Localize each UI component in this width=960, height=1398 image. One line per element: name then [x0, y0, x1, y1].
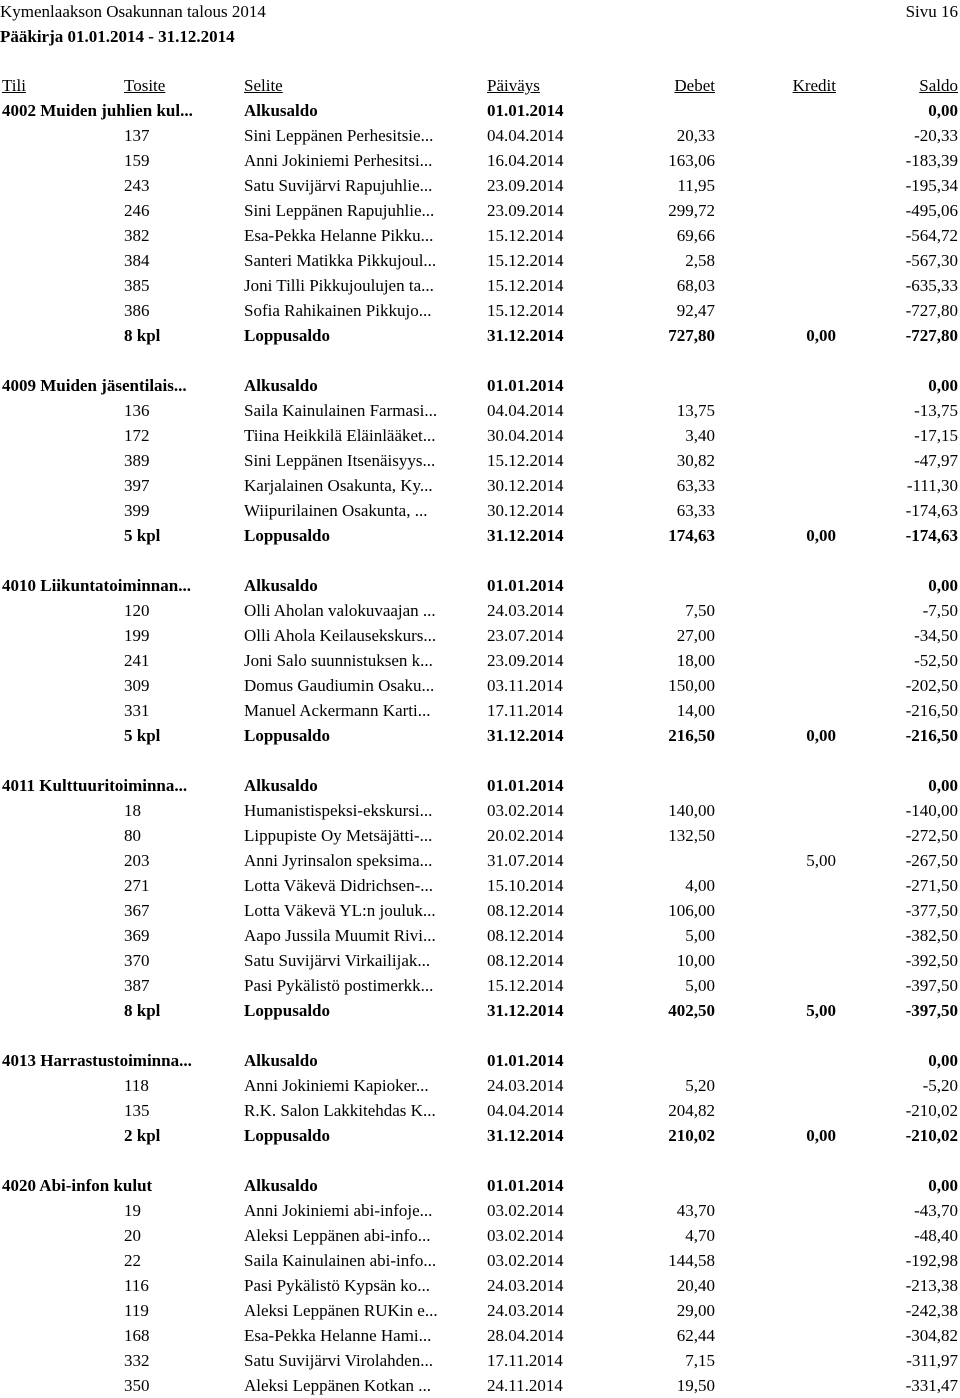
entry-saldo: -392,50	[905, 951, 958, 970]
entry-debet: 4,70	[685, 1226, 715, 1245]
entry-date: 24.03.2014	[487, 1276, 564, 1295]
account-opening-row	[0, 573, 960, 598]
table-row	[0, 473, 960, 498]
voucher-number: 367	[124, 901, 150, 920]
col-tili: Tili	[2, 76, 26, 95]
entry-debet: 18,00	[676, 651, 715, 670]
entry-description: Aleksi Leppänen abi-info...	[244, 1226, 431, 1245]
entry-description: Lotta Väkevä Didrichsen-...	[244, 876, 433, 895]
section-spacer	[0, 748, 960, 773]
table-row	[0, 298, 960, 323]
closing-kredit: 5,00	[806, 1001, 836, 1020]
entry-debet: 4,00	[685, 876, 715, 895]
entry-description: Sofia Rahikainen Pikkujo...	[244, 301, 432, 320]
voucher-number: 203	[124, 851, 150, 870]
entry-saldo: -140,00	[905, 801, 958, 820]
entry-description: Pasi Pykälistö postimerkk...	[244, 976, 434, 995]
closing-debet: 727,80	[668, 326, 715, 345]
table-row	[0, 1373, 960, 1398]
closing-date: 31.12.2014	[487, 726, 564, 745]
closing-debet: 210,02	[668, 1126, 715, 1145]
entry-description: Sini Leppänen Rapujuhlie...	[244, 201, 435, 220]
closing-label: Loppusaldo	[244, 326, 330, 345]
entry-date: 23.09.2014	[487, 176, 564, 195]
account-closing-row	[0, 523, 960, 548]
entry-date: 15.12.2014	[487, 451, 564, 470]
page-number: Sivu 16	[905, 2, 958, 21]
account-opening-row	[0, 1173, 960, 1198]
account-opening-row	[0, 773, 960, 798]
voucher-number: 246	[124, 201, 150, 220]
entry-debet: 63,33	[676, 501, 715, 520]
closing-saldo: -210,02	[905, 1126, 958, 1145]
entry-debet: 11,95	[677, 176, 715, 195]
closing-kredit: 0,00	[806, 326, 836, 345]
entry-date: 15.12.2014	[487, 226, 564, 245]
col-kredit: Kredit	[792, 76, 836, 95]
opening-date: 01.01.2014	[487, 376, 564, 395]
entry-saldo: -47,97	[914, 451, 958, 470]
table-row	[0, 898, 960, 923]
voucher-number: 332	[124, 1351, 150, 1370]
entry-saldo: -272,50	[905, 826, 958, 845]
account-name: 4002 Muiden juhlien kul...	[2, 101, 193, 120]
voucher-number: 387	[124, 976, 150, 995]
entry-saldo: -311,97	[906, 1351, 958, 1370]
entry-saldo: -267,50	[905, 851, 958, 870]
table-row	[0, 248, 960, 273]
entry-date: 03.02.2014	[487, 801, 564, 820]
entry-saldo: -195,34	[905, 176, 958, 195]
entry-date: 23.07.2014	[487, 626, 564, 645]
voucher-number: 137	[124, 126, 150, 145]
table-row	[0, 173, 960, 198]
entry-description: Esa-Pekka Helanne Hami...	[244, 1326, 432, 1345]
closing-saldo: -727,80	[905, 326, 958, 345]
voucher-number: 120	[124, 601, 150, 620]
opening-date: 01.01.2014	[487, 1176, 564, 1195]
entry-saldo: -43,70	[914, 1201, 958, 1220]
section-spacer	[0, 348, 960, 373]
entry-date: 23.09.2014	[487, 651, 564, 670]
voucher-number: 331	[124, 701, 150, 720]
opening-saldo: 0,00	[928, 776, 958, 795]
voucher-number: 243	[124, 176, 150, 195]
entry-debet: 43,70	[676, 1201, 715, 1220]
table-row	[0, 198, 960, 223]
table-row	[0, 648, 960, 673]
entry-debet: 13,75	[676, 401, 715, 420]
opening-label: Alkusaldo	[244, 1051, 318, 1070]
table-row	[0, 623, 960, 648]
opening-label: Alkusaldo	[244, 576, 318, 595]
entry-date: 15.12.2014	[487, 251, 564, 270]
entry-description: Pasi Pykälistö Kypsän ko...	[244, 1276, 431, 1295]
table-row	[0, 398, 960, 423]
entry-debet: 144,58	[668, 1251, 715, 1270]
voucher-number: 19	[124, 1201, 141, 1220]
opening-saldo: 0,00	[928, 376, 958, 395]
entry-date: 17.11.2014	[487, 1351, 563, 1370]
entry-description: Wiipurilainen Osakunta, ...	[244, 501, 428, 520]
entry-date: 24.03.2014	[487, 1076, 564, 1095]
entry-debet: 3,40	[685, 426, 715, 445]
entry-description: Joni Tilli Pikkujoulujen ta...	[244, 276, 434, 295]
entry-date: 31.07.2014	[487, 851, 564, 870]
entry-date: 15.12.2014	[487, 276, 564, 295]
closing-label: Loppusaldo	[244, 526, 330, 545]
voucher-number: 18	[124, 801, 141, 820]
entry-debet: 20,40	[676, 1276, 715, 1295]
voucher-number: 385	[124, 276, 150, 295]
entry-description: Karjalainen Osakunta, Ky...	[244, 476, 433, 495]
table-row	[0, 1323, 960, 1348]
closing-date: 31.12.2014	[487, 326, 564, 345]
entry-description: Lippupiste Oy Metsäjätti-...	[244, 826, 433, 845]
entry-date: 15.10.2014	[487, 876, 564, 895]
report-subtitle: Pääkirja 01.01.2014 - 31.12.2014	[0, 27, 235, 46]
entry-description: Santeri Matikka Pikkujoul...	[244, 251, 437, 270]
entry-date: 04.04.2014	[487, 1101, 564, 1120]
entry-saldo: -495,06	[905, 201, 958, 220]
entry-saldo: -52,50	[914, 651, 958, 670]
entry-debet: 204,82	[668, 1101, 715, 1120]
voucher-number: 399	[124, 501, 150, 520]
opening-date: 01.01.2014	[487, 776, 564, 795]
report-org-title: Kymenlaakson Osakunnan talous 2014	[0, 2, 266, 21]
entry-saldo: -20,33	[914, 126, 958, 145]
table-row	[0, 823, 960, 848]
entry-saldo: -183,39	[905, 151, 958, 170]
table-row	[0, 1073, 960, 1098]
entry-description: Anni Jokiniemi Kapioker...	[244, 1076, 429, 1095]
closing-saldo: -397,50	[905, 1001, 958, 1020]
opening-date: 01.01.2014	[487, 101, 564, 120]
entry-saldo: -242,38	[905, 1301, 958, 1320]
entry-debet: 150,00	[668, 676, 715, 695]
entry-count: 5 kpl	[124, 726, 161, 745]
entry-saldo: -7,50	[922, 601, 958, 620]
entry-saldo: -111,30	[906, 476, 958, 495]
entry-saldo: -5,20	[922, 1076, 958, 1095]
closing-label: Loppusaldo	[244, 726, 330, 745]
entry-date: 04.04.2014	[487, 126, 564, 145]
entry-debet: 163,06	[668, 151, 715, 170]
col-debet: Debet	[674, 76, 715, 95]
entry-description: Lotta Väkevä YL:n jouluk...	[244, 901, 436, 920]
table-row	[0, 448, 960, 473]
entry-description: Satu Suvijärvi Rapujuhlie...	[244, 176, 433, 195]
voucher-number: 116	[124, 1276, 149, 1295]
voucher-number: 384	[124, 251, 150, 270]
entry-saldo: -727,80	[905, 301, 958, 320]
entry-date: 23.09.2014	[487, 201, 564, 220]
voucher-number: 386	[124, 301, 150, 320]
entry-saldo: -271,50	[905, 876, 958, 895]
opening-label: Alkusaldo	[244, 1176, 318, 1195]
entry-description: Olli Aholan valokuvaajan ...	[244, 601, 436, 620]
closing-label: Loppusaldo	[244, 1001, 330, 1020]
entry-count: 8 kpl	[124, 1001, 161, 1020]
section-spacer	[0, 548, 960, 573]
entry-date: 15.12.2014	[487, 301, 564, 320]
entry-debet: 68,03	[676, 276, 715, 295]
table-row	[0, 973, 960, 998]
voucher-number: 199	[124, 626, 150, 645]
entry-date: 24.03.2014	[487, 601, 564, 620]
table-row	[0, 1348, 960, 1373]
entry-description: Anni Jokiniemi abi-infoje...	[244, 1201, 433, 1220]
entry-description: Saila Kainulainen Farmasi...	[244, 401, 438, 420]
entry-debet: 299,72	[668, 201, 715, 220]
closing-kredit: 0,00	[806, 1126, 836, 1145]
closing-label: Loppusaldo	[244, 1126, 330, 1145]
entry-debet: 2,58	[685, 251, 715, 270]
entry-debet: 5,00	[685, 976, 715, 995]
entry-date: 08.12.2014	[487, 951, 564, 970]
entry-debet: 106,00	[668, 901, 715, 920]
entry-saldo: -34,50	[914, 626, 958, 645]
table-row	[0, 1273, 960, 1298]
closing-kredit: 0,00	[806, 726, 836, 745]
account-closing-row	[0, 998, 960, 1023]
entry-debet: 63,33	[676, 476, 715, 495]
closing-date: 31.12.2014	[487, 1001, 564, 1020]
entry-date: 08.12.2014	[487, 926, 564, 945]
closing-debet: 402,50	[668, 1001, 715, 1020]
entry-description: Aapo Jussila Muumit Rivi...	[244, 926, 436, 945]
entry-debet: 7,50	[685, 601, 715, 620]
entry-description: Satu Suvijärvi Virolahden...	[244, 1351, 433, 1370]
table-row	[0, 923, 960, 948]
voucher-number: 309	[124, 676, 150, 695]
entry-saldo: -382,50	[905, 926, 958, 945]
voucher-number: 22	[124, 1251, 141, 1270]
entry-date: 03.02.2014	[487, 1251, 564, 1270]
entry-debet: 92,47	[676, 301, 715, 320]
account-closing-row	[0, 723, 960, 748]
entry-description: Sini Leppänen Itsenäisyys...	[244, 451, 436, 470]
voucher-number: 172	[124, 426, 150, 445]
entry-debet: 5,00	[685, 926, 715, 945]
entry-date: 03.11.2014	[487, 676, 563, 695]
table-row	[0, 673, 960, 698]
voucher-number: 135	[124, 1101, 150, 1120]
entry-debet: 10,00	[676, 951, 715, 970]
col-selite: Selite	[244, 76, 283, 95]
opening-label: Alkusaldo	[244, 376, 318, 395]
voucher-number: 397	[124, 476, 150, 495]
entry-description: Humanistispeksi-ekskursi...	[244, 801, 433, 820]
entry-saldo: -635,33	[905, 276, 958, 295]
closing-date: 31.12.2014	[487, 1126, 564, 1145]
account-name: 4011 Kulttuuritoiminna...	[2, 776, 188, 795]
entry-date: 24.03.2014	[487, 1301, 564, 1320]
account-name: 4020 Abi-infon kulut	[2, 1176, 153, 1195]
voucher-number: 271	[124, 876, 150, 895]
entry-debet: 62,44	[676, 1326, 715, 1345]
entry-debet: 27,00	[676, 626, 715, 645]
table-row	[0, 1248, 960, 1273]
entry-saldo: -174,63	[905, 501, 958, 520]
entry-debet: 140,00	[668, 801, 715, 820]
table-row	[0, 123, 960, 148]
entry-description: Sini Leppänen Perhesitsie...	[244, 126, 434, 145]
entry-debet: 19,50	[676, 1376, 715, 1395]
opening-label: Alkusaldo	[244, 776, 318, 795]
entry-description: Joni Salo suunnistuksen k...	[244, 651, 433, 670]
entry-saldo: -213,38	[905, 1276, 958, 1295]
table-row	[0, 423, 960, 448]
entry-description: Domus Gaudiumin Osaku...	[244, 676, 435, 695]
entry-saldo: -216,50	[905, 701, 958, 720]
table-row	[0, 498, 960, 523]
table-row	[0, 848, 960, 873]
entry-saldo: -48,40	[914, 1226, 958, 1245]
entry-date: 04.04.2014	[487, 401, 564, 420]
entry-date: 30.04.2014	[487, 426, 564, 445]
entry-description: Esa-Pekka Helanne Pikku...	[244, 226, 434, 245]
table-row	[0, 948, 960, 973]
table-row	[0, 798, 960, 823]
entry-date: 20.02.2014	[487, 826, 564, 845]
table-row	[0, 873, 960, 898]
opening-saldo: 0,00	[928, 101, 958, 120]
table-row	[0, 273, 960, 298]
table-row	[0, 698, 960, 723]
closing-debet: 216,50	[668, 726, 715, 745]
entry-saldo: -331,47	[905, 1376, 958, 1395]
table-row	[0, 1298, 960, 1323]
table-row	[0, 1098, 960, 1123]
voucher-number: 119	[124, 1301, 149, 1320]
entry-kredit: 5,00	[806, 851, 836, 870]
account-closing-row	[0, 1123, 960, 1148]
entry-date: 15.12.2014	[487, 976, 564, 995]
entry-saldo: -377,50	[905, 901, 958, 920]
entry-date: 28.04.2014	[487, 1326, 564, 1345]
entry-debet: 29,00	[676, 1301, 715, 1320]
entry-saldo: -564,72	[905, 226, 958, 245]
voucher-number: 80	[124, 826, 141, 845]
table-row	[0, 1198, 960, 1223]
entry-debet: 7,15	[685, 1351, 715, 1370]
entry-debet: 69,66	[676, 226, 715, 245]
entry-description: Aleksi Leppänen RUKin e...	[244, 1301, 438, 1320]
table-row	[0, 148, 960, 173]
section-spacer	[0, 1023, 960, 1048]
account-name: 4009 Muiden jäsentilais...	[2, 376, 187, 395]
entry-debet: 5,20	[685, 1076, 715, 1095]
entry-count: 8 kpl	[124, 326, 161, 345]
table-row	[0, 1223, 960, 1248]
entry-description: Olli Ahola Keilausekskurs...	[244, 626, 437, 645]
closing-debet: 174,63	[668, 526, 715, 545]
entry-saldo: -13,75	[914, 401, 958, 420]
opening-label: Alkusaldo	[244, 101, 318, 120]
entry-date: 16.04.2014	[487, 151, 564, 170]
closing-date: 31.12.2014	[487, 526, 564, 545]
col-paivays: Päiväys	[487, 76, 540, 95]
entry-description: Manuel Ackermann Karti...	[244, 701, 431, 720]
entry-saldo: -192,98	[905, 1251, 958, 1270]
entry-saldo: -304,82	[905, 1326, 958, 1345]
entry-description: R.K. Salon Lakkitehdas K...	[244, 1101, 436, 1120]
entry-saldo: -567,30	[905, 251, 958, 270]
entry-debet: 14,00	[676, 701, 715, 720]
account-name: 4010 Liikuntatoiminnan...	[2, 576, 191, 595]
col-tosite: Tosite	[124, 76, 166, 95]
voucher-number: 350	[124, 1376, 150, 1395]
entry-description: Satu Suvijärvi Virkailijak...	[244, 951, 431, 970]
account-opening-row	[0, 98, 960, 123]
opening-saldo: 0,00	[928, 1051, 958, 1070]
entry-description: Aleksi Leppänen Kotkan ...	[244, 1376, 431, 1395]
voucher-number: 118	[124, 1076, 149, 1095]
closing-saldo: -174,63	[905, 526, 958, 545]
voucher-number: 136	[124, 401, 150, 420]
account-opening-row	[0, 1048, 960, 1073]
entry-date: 24.11.2014	[487, 1376, 563, 1395]
voucher-number: 168	[124, 1326, 150, 1345]
entry-saldo: -17,15	[914, 426, 958, 445]
entry-date: 08.12.2014	[487, 901, 564, 920]
voucher-number: 370	[124, 951, 150, 970]
entry-date: 03.02.2014	[487, 1226, 564, 1245]
column-header-row	[0, 76, 960, 98]
voucher-number: 159	[124, 151, 150, 170]
entry-saldo: -210,02	[905, 1101, 958, 1120]
account-closing-row	[0, 323, 960, 348]
closing-kredit: 0,00	[806, 526, 836, 545]
entry-debet: 20,33	[676, 126, 715, 145]
opening-saldo: 0,00	[928, 576, 958, 595]
entry-description: Anni Jyrinsalon speksima...	[244, 851, 433, 870]
entry-date: 30.12.2014	[487, 476, 564, 495]
opening-date: 01.01.2014	[487, 1051, 564, 1070]
col-saldo: Saldo	[919, 76, 958, 95]
entry-date: 30.12.2014	[487, 501, 564, 520]
entry-count: 2 kpl	[124, 1126, 161, 1145]
voucher-number: 369	[124, 926, 150, 945]
section-spacer	[0, 1148, 960, 1173]
entry-description: Anni Jokiniemi Perhesitsi...	[244, 151, 433, 170]
voucher-number: 20	[124, 1226, 141, 1245]
opening-date: 01.01.2014	[487, 576, 564, 595]
entry-description: Tiina Heikkilä Eläinlääket...	[244, 426, 436, 445]
entry-saldo: -397,50	[905, 976, 958, 995]
ledger-table	[0, 98, 960, 1398]
entry-date: 17.11.2014	[487, 701, 563, 720]
account-opening-row	[0, 373, 960, 398]
opening-saldo: 0,00	[928, 1176, 958, 1195]
table-row	[0, 223, 960, 248]
account-name: 4013 Harrastustoiminna...	[2, 1051, 192, 1070]
entry-description: Saila Kainulainen abi-info...	[244, 1251, 437, 1270]
voucher-number: 382	[124, 226, 150, 245]
voucher-number: 389	[124, 451, 150, 470]
entry-debet: 30,82	[676, 451, 715, 470]
entry-date: 03.02.2014	[487, 1201, 564, 1220]
entry-count: 5 kpl	[124, 526, 161, 545]
entry-debet: 132,50	[668, 826, 715, 845]
closing-saldo: -216,50	[905, 726, 958, 745]
table-row	[0, 598, 960, 623]
voucher-number: 241	[124, 651, 150, 670]
entry-saldo: -202,50	[905, 676, 958, 695]
